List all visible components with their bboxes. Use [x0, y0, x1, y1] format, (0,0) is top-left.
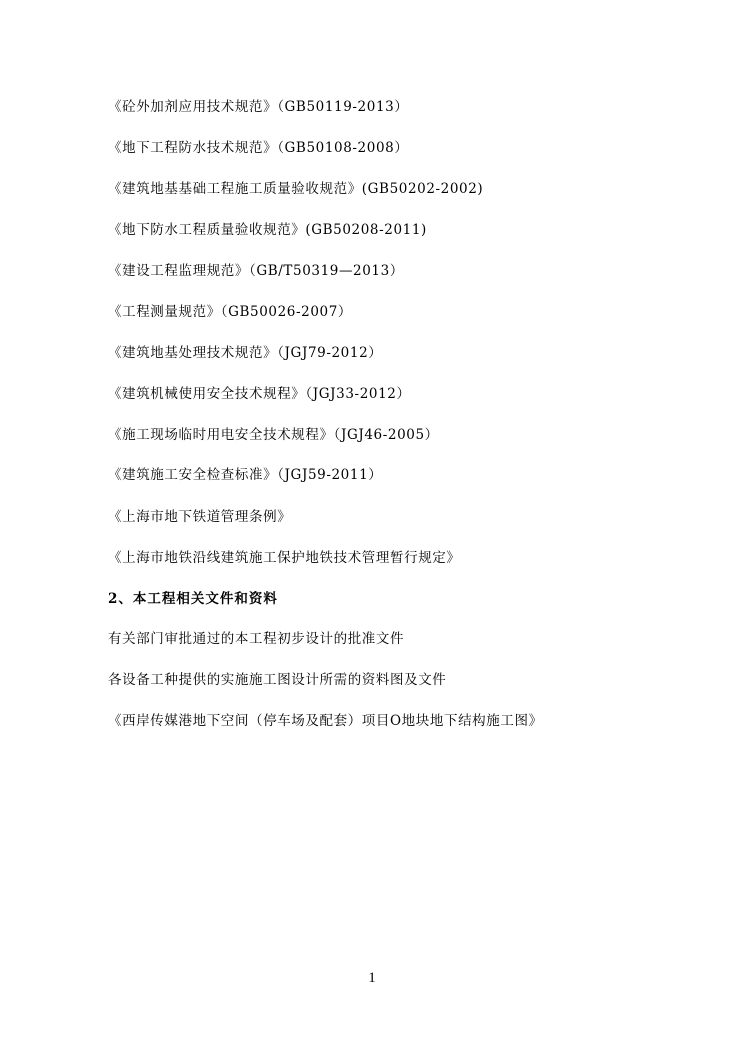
standard-item: 《砼外加剂应用技术规范》（GB50119-2013）: [108, 99, 409, 115]
section-heading: 2、本工程相关文件和资料: [108, 591, 278, 607]
standard-item: 《上海市地下铁道管理条例》: [108, 509, 292, 525]
standard-item: 《地下工程防水技术规范》（GB50108-2008）: [108, 140, 409, 156]
document-item: 有关部门审批通过的本工程初步设计的批准文件: [108, 631, 405, 647]
page-number: 1: [368, 970, 376, 986]
document-item: 《西岸传媒港地下空间（停车场及配套）项目O地块地下结构施工图》: [108, 713, 543, 729]
standard-item: 《地下防水工程质量验收规范》(GB50208-2011): [108, 222, 427, 238]
standard-item: 《建筑施工安全检查标准》（JGJ59-2011）: [108, 467, 383, 483]
standard-item: 《工程测量规范》（GB50026-2007）: [108, 304, 353, 320]
document-item: 各设备工种提供的实施施工图设计所需的资料图及文件: [108, 672, 447, 688]
standard-item: 《建筑地基基础工程施工质量验收规范》(GB50202-2002): [108, 181, 484, 197]
standard-item: 《施工现场临时用电安全技术规程》（JGJ46-2005）: [108, 427, 439, 443]
standard-item: 《上海市地铁沿线建筑施工保护地铁技术管理暂行规定》: [108, 550, 461, 566]
standard-item: 《建设工程监理规范》（GB/T50319—2013）: [108, 263, 404, 279]
standard-item: 《建筑机械使用安全技术规程》（JGJ33-2012）: [108, 386, 411, 402]
standard-item: 《建筑地基处理技术规范》（JGJ79-2012）: [108, 345, 383, 361]
